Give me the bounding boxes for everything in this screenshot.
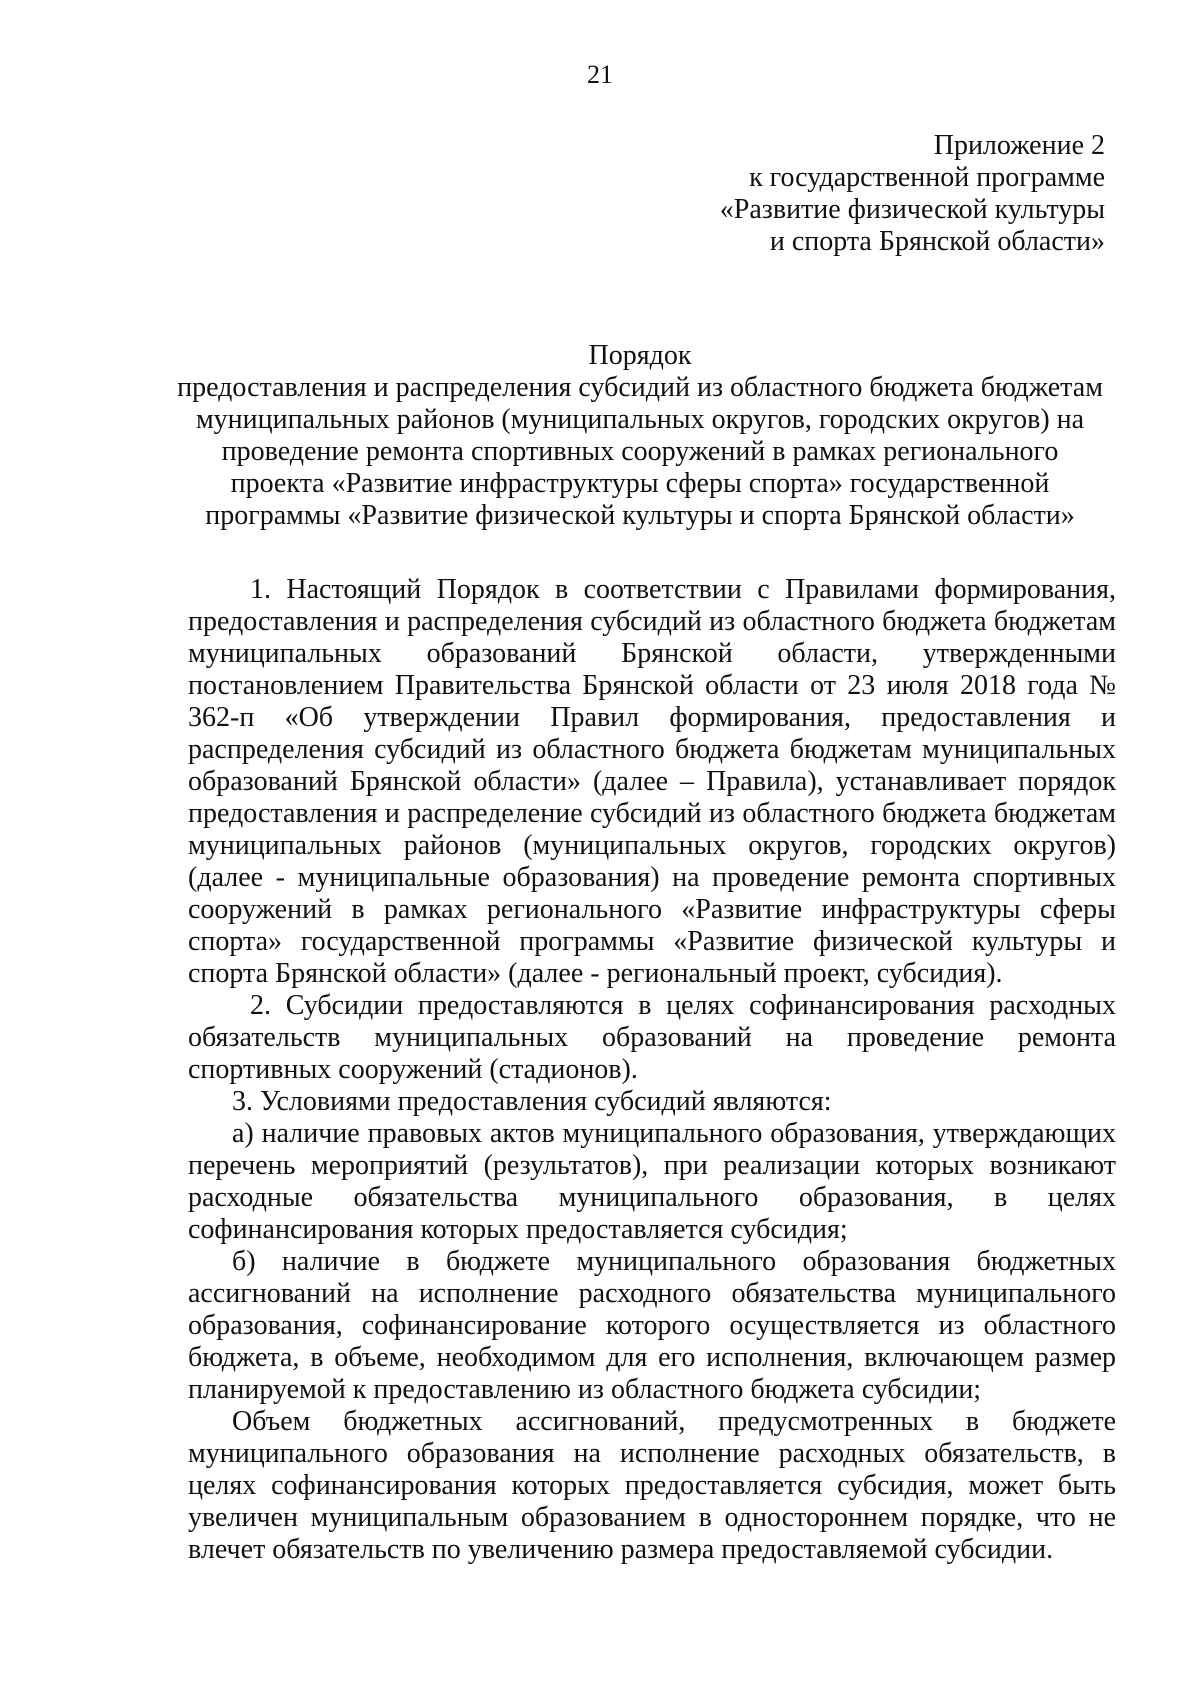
title-line: проекта «Развитие инфраструктуры сферы спорта» государственной xyxy=(230,468,1050,499)
paragraph-1: 1. Настоящий Порядок в соответствии с Правилами формирования, предоставления и распределения субсидий из областного бюджета бюджетам муниципальных образований Брянской области, утвержденными постановлением Правительства Брянской области от 23 июля 2018 года № 362-п «Об утверждении Правил формирования, предоставления и распределения субсидий из областного бюджета бюджетам муниципальных образований Брянской области» (далее – Правила), устанавливает порядок предоставления и распределение субсидий из областного бюджета бюджетам муниципальных районов (муниципальных округов, городских округов) (далее - муниципальные образования) на проведение ремонта спортивных сооружений в рамках регионального «Развитие инфраструктуры сферы спорта» государственной программы «Развитие физической культуры и спорта Брянской области» (далее - региональный проект, субсидия). xyxy=(188,574,1116,989)
page-number: 21 xyxy=(587,60,613,89)
title-heading: Порядок xyxy=(588,340,692,371)
document-body xyxy=(188,574,1116,1566)
paragraph-3a: а) наличие правовых актов муниципального образования, утверждающих перечень мероприятий (результатов), при реализации которых возникают расходные обязательства муниципального образования, в целях софинансирования которых предоставляется субсидия; xyxy=(188,1118,1116,1245)
paragraph-3: 3. Условиями предоставления субсидий являются: xyxy=(232,1086,832,1117)
document-title xyxy=(160,340,1120,532)
appendix-line: «Развитие физической культуры xyxy=(719,194,1105,225)
appendix-line: и спорта Брянской области» xyxy=(769,226,1105,257)
title-line: предоставления и распределения субсидий из областного бюджета бюджетам xyxy=(177,372,1103,403)
appendix-line: Приложение 2 xyxy=(933,130,1105,161)
title-line: программы «Развитие физической культуры и спорта Брянской области» xyxy=(205,500,1075,531)
title-line: проведение ремонта спортивных сооружений в рамках регионального xyxy=(221,436,1059,467)
paragraph-budget-volume: Объем бюджетных ассигнований, предусмотренных в бюджете муниципального образования на исполнение расходных обязательств, в целях софинансирования которых предоставляется субсидия, может быть увеличен муниципальным образованием в одностороннем порядке, что не влечет обязательств по увеличению размера предоставляемой субсидии. xyxy=(188,1406,1116,1565)
paragraph-3b: б) наличие в бюджете муниципального образования бюджетных ассигнований на исполнение расходного обязательства муниципального образования, софинансирование которого осуществляется из областного бюджета, в объеме, необходимом для его исполнения, включающем размер планируемой к предоставлению из областного бюджета субсидии; xyxy=(188,1246,1116,1405)
title-line: муниципальных районов (муниципальных округов, городских округов) на xyxy=(195,404,1085,435)
paragraph-2: 2. Субсидии предоставляются в целях софинансирования расходных обязательств муниципальных образований на проведение ремонта спортивных сооружений (стадионов). xyxy=(188,990,1116,1085)
appendix-note xyxy=(720,130,1105,258)
appendix-line: к государственной программе xyxy=(749,162,1105,193)
